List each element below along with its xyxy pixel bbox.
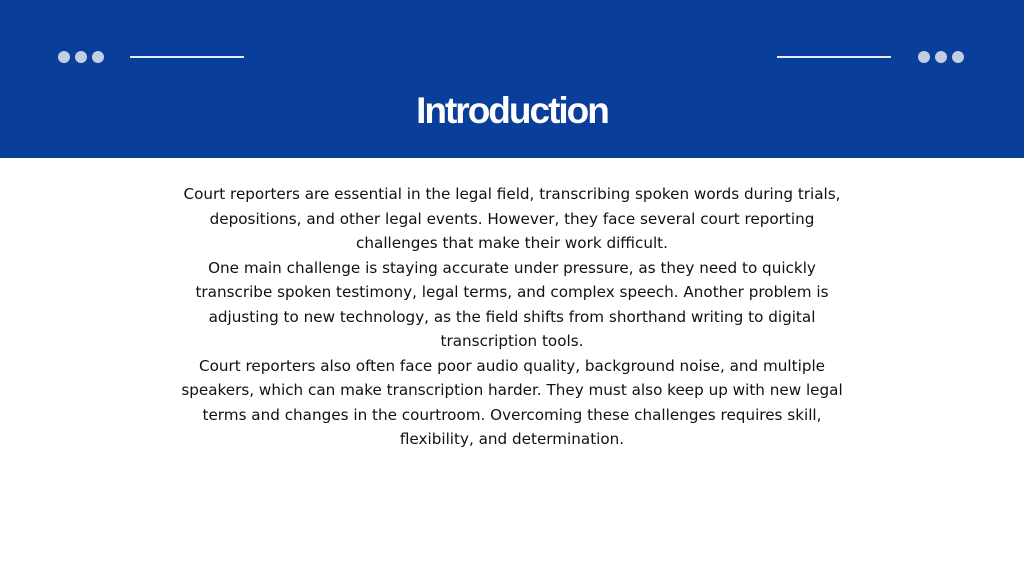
dot-icon: [952, 51, 964, 63]
dot-icon: [935, 51, 947, 63]
decorative-line-left: [130, 56, 244, 58]
slide-title: Introduction: [416, 90, 608, 131]
dot-icon: [92, 51, 104, 63]
dot-icon: [58, 51, 70, 63]
slide-body: [180, 182, 844, 452]
decorative-line-right: [777, 56, 891, 58]
dot-icon: [75, 51, 87, 63]
decorative-dots-left: [58, 51, 104, 63]
slide-header: [0, 0, 1024, 158]
paragraph: Court reporters also often face poor audio quality, background noise, and multiple speakers, which can make transcription harder. They must also keep up with new legal terms and changes in the courtroom. Overcoming these challenges requires skill, flexibility, and determination.: [181, 356, 843, 448]
paragraph: Court reporters are essential in the legal field, transcribing spoken words during trials, depositions, and other legal events. However, they face several court reporting challenges that make their work difficult.: [183, 185, 841, 252]
dot-icon: [918, 51, 930, 63]
paragraph: One main challenge is staying accurate under pressure, as they need to quickly transcribe spoken testimony, legal terms, and complex speech. Another problem is adjusting to new technology, as the field shifts from shorthand writing to digital transcription tools.: [195, 258, 829, 350]
decorative-dots-right: [918, 51, 964, 63]
